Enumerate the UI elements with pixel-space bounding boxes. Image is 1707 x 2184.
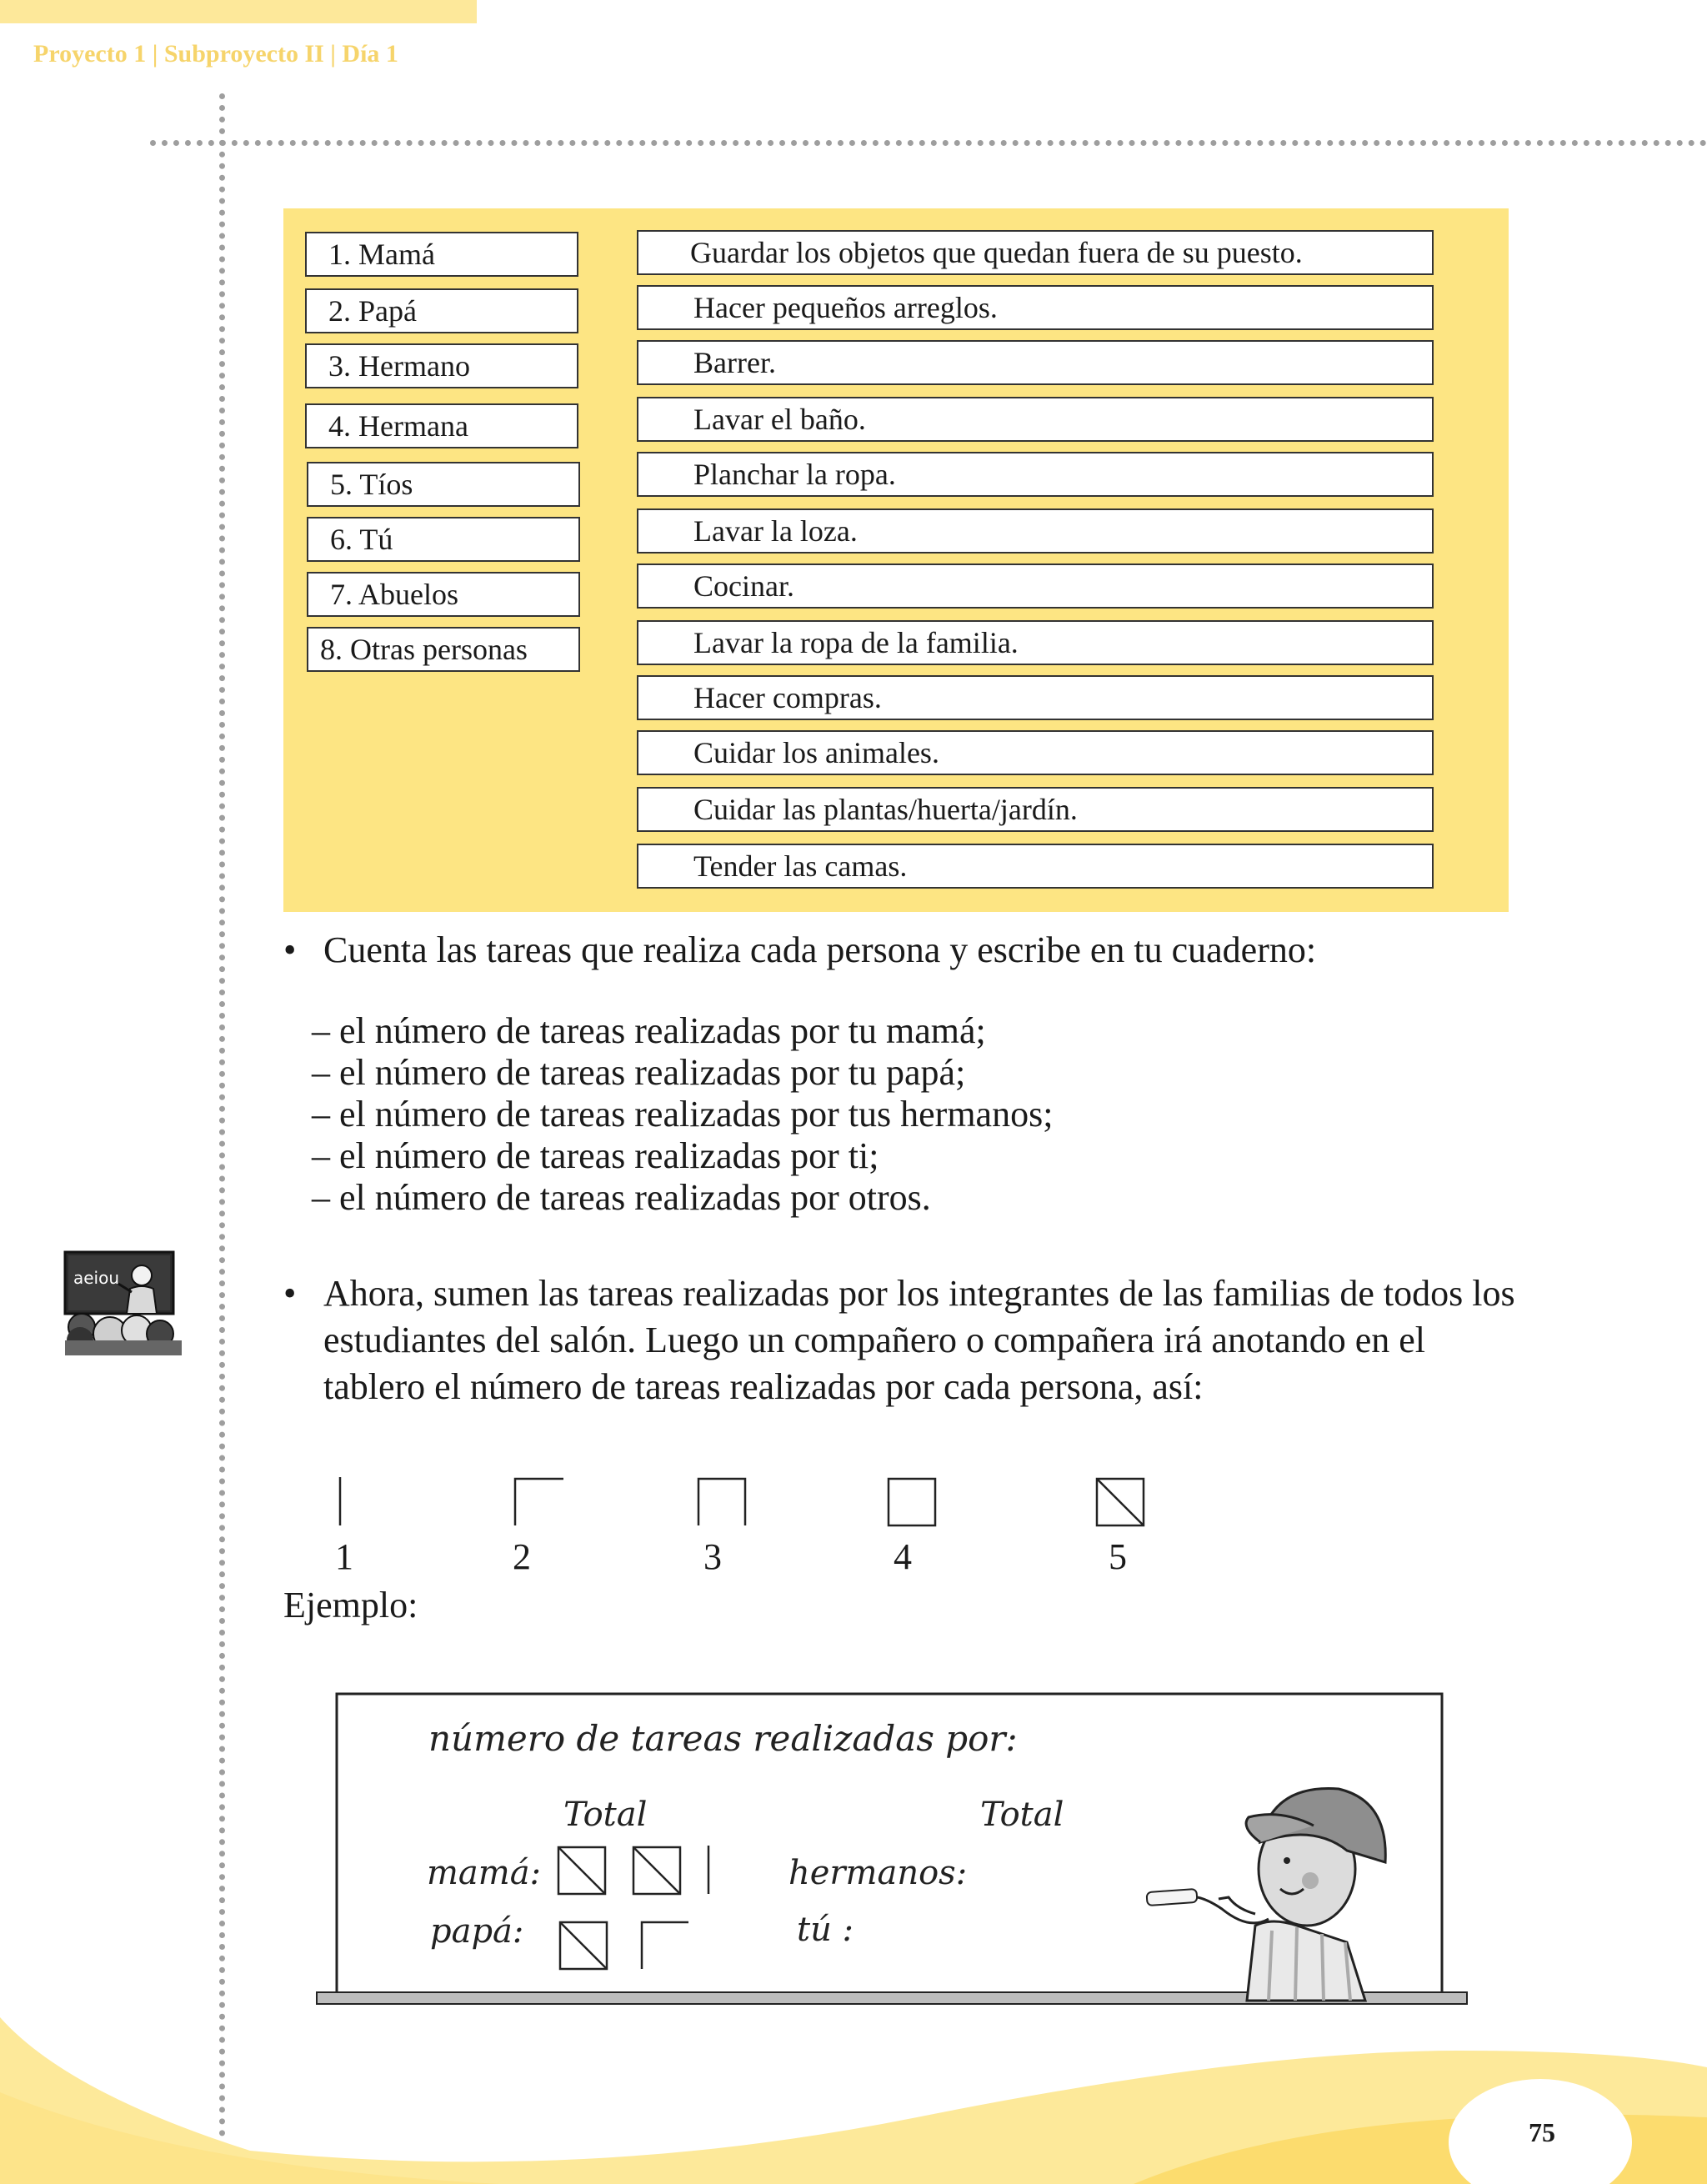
page-header: Proyecto 1 | Subproyecto II | Día 1 (33, 40, 398, 68)
task-box: Barrer. (637, 340, 1434, 385)
board-row-papa: papá: (430, 1912, 524, 1951)
person-box: 3. Hermano (305, 343, 578, 388)
instruction-text: Ahora, sumen las tareas realizadas por los integrantes de las familias de todos los estudiantes del salón. Luego un compañero o compañera irá anotando en el tablero el número de tareas realizadas por cada persona, así: (323, 1273, 1515, 1407)
tally-marks (317, 1472, 1167, 1530)
dash-list (312, 1010, 1053, 1219)
person-box: 5. Tíos (307, 462, 580, 507)
instruction-text: Cuenta las tareas que realiza cada persona y escribe en tu cuaderno: (323, 929, 1317, 970)
tally-number: 1 (335, 1536, 353, 1577)
person-box: 8. Otras personas (307, 627, 580, 672)
board-heading: número de tareas realizadas por: (428, 1718, 1018, 1759)
horizontal-dotted-rule (150, 140, 1707, 146)
list-item: – el número de tareas realizadas por otros. (312, 1177, 931, 1218)
bottom-wave-decoration (0, 2017, 1707, 2184)
vertical-dotted-rule (219, 93, 225, 2184)
task-box: Lavar el baño. (637, 397, 1434, 442)
task-box: Lavar la ropa de la familia. (637, 620, 1434, 665)
board-row-tu: tú : (797, 1911, 854, 1949)
board-row-mama: mamá: (427, 1854, 542, 1892)
person-box: 7. Abuelos (307, 572, 580, 617)
bullet-marker: • (283, 929, 297, 970)
blackboard-illustration (313, 1684, 1472, 2017)
example-label: Ejemplo: (283, 1585, 418, 1625)
task-box: Tender las camas. (637, 844, 1434, 889)
tally-number: 4 (894, 1536, 912, 1577)
bullet-marker: • (283, 1273, 297, 1314)
top-band (0, 0, 477, 23)
task-box: Cocinar. (637, 564, 1434, 609)
list-item: – el número de tareas realizadas por tus hermanos; (312, 1094, 1054, 1135)
task-box: Guardar los objetos que quedan fuera de su puesto. (637, 230, 1434, 275)
board-total-left: Total (563, 1796, 648, 1834)
person-box: 1. Mamá (305, 232, 578, 277)
tally-number: 5 (1109, 1536, 1127, 1577)
icon-letters: aeiou (73, 1268, 120, 1288)
page-number: 75 (1529, 2117, 1555, 2147)
tally-number: 2 (513, 1536, 531, 1577)
person-box: 2. Papá (305, 288, 578, 333)
instruction-bullet-1 (283, 927, 1517, 974)
task-box: Hacer pequeños arreglos. (637, 285, 1434, 330)
tally-number: 3 (703, 1536, 722, 1577)
board-row-hermanos: hermanos: (788, 1854, 968, 1892)
instruction-bullet-2 (283, 1270, 1517, 1412)
task-box: Cuidar los animales. (637, 730, 1434, 775)
task-box: Cuidar las plantas/huerta/jardín. (637, 787, 1434, 832)
task-box: Hacer compras. (637, 675, 1434, 720)
list-item: – el número de tareas realizadas por ti; (312, 1135, 879, 1176)
classroom-icon (60, 1247, 185, 1359)
task-box: Planchar la ropa. (637, 452, 1434, 497)
person-box: 4. Hermana (305, 403, 578, 448)
board-total-right: Total (980, 1796, 1064, 1834)
person-box: 6. Tú (307, 517, 580, 562)
task-box: Lavar la loza. (637, 508, 1434, 554)
list-item: – el número de tareas realizadas por tu papá; (312, 1052, 966, 1093)
list-item: – el número de tareas realizadas por tu mamá; (312, 1010, 986, 1051)
